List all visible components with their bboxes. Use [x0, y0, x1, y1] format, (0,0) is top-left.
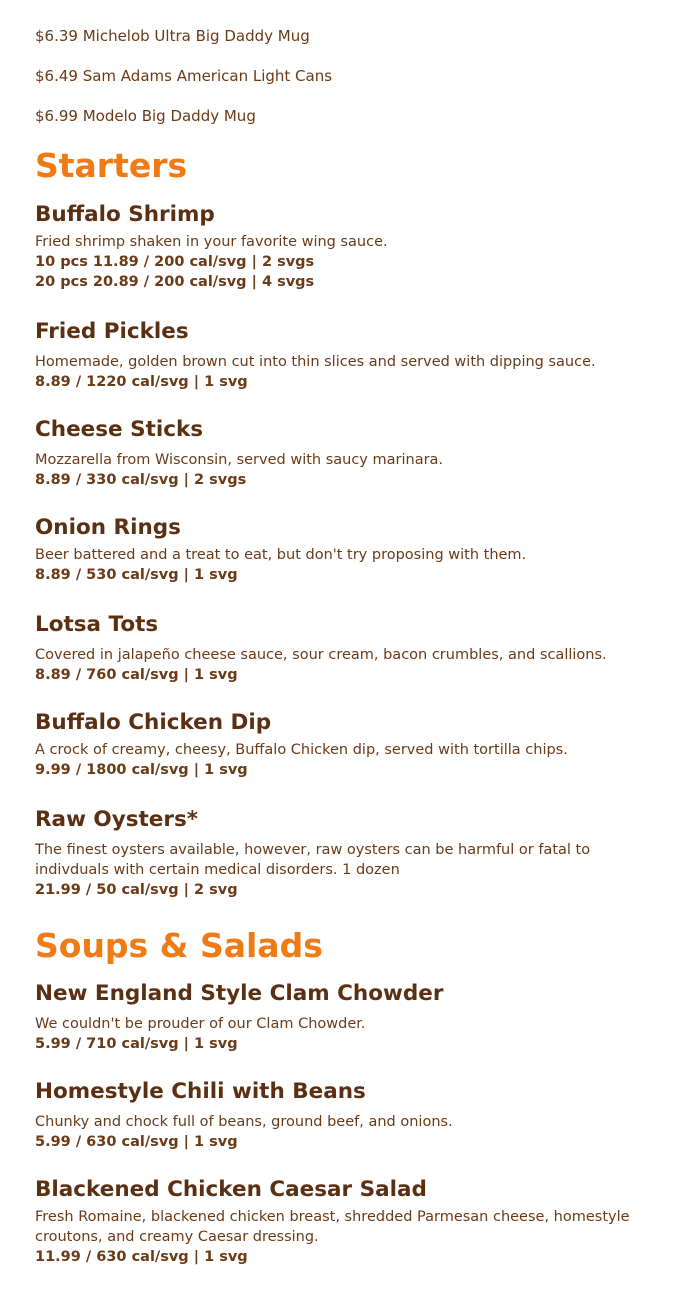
menu-item [35, 514, 665, 585]
item-description: Fried shrimp shaken in your favorite wing sauce. [35, 234, 388, 250]
item-description: Chunky and chock full of beans, ground beef, and onions. [35, 1114, 453, 1130]
menu-item [35, 980, 665, 1054]
drink-item: $6.39 Michelob Ultra Big Daddy Mug [35, 27, 310, 45]
item-name: Buffalo Shrimp [35, 202, 215, 227]
item-info: 21.99 / 50 cal/svg | 2 svg [35, 882, 238, 898]
item-description: Covered in jalapeño cheese sauce, sour cream, bacon crumbles, and scallions. [35, 647, 607, 663]
menu-item [35, 1078, 665, 1152]
item-info: 9.99 / 1800 cal/svg | 1 svg [35, 762, 248, 778]
item-info: 20 pcs 20.89 / 200 cal/svg | 4 svgs [35, 274, 315, 290]
item-name: New England Style Clam Chowder [35, 981, 444, 1006]
item-info: 5.99 / 710 cal/svg | 1 svg [35, 1036, 238, 1052]
item-name: Lotsa Tots [35, 612, 159, 637]
menu-item [35, 806, 635, 900]
item-name: Fried Pickles [35, 319, 189, 344]
item-name: Onion Rings [35, 515, 181, 540]
item-info: 11.99 / 630 cal/svg | 1 svg [35, 1249, 248, 1265]
item-info: 8.89 / 760 cal/svg | 1 svg [35, 667, 238, 683]
item-name: Homestyle Chili with Beans [35, 1079, 366, 1104]
item-description: Homemade, golden brown cut into thin slices and served with dipping sauce. [35, 354, 596, 370]
item-description: Mozzarella from Wisconsin, served with saucy marinara. [35, 452, 444, 468]
section-title-soups-salads: Soups & Salads [35, 926, 323, 965]
section-title-starters: Starters [35, 146, 188, 185]
item-name: Raw Oysters* [35, 807, 199, 832]
drink-item: $6.99 Modelo Big Daddy Mug [35, 107, 256, 125]
item-info: 10 pcs 11.89 / 200 cal/svg | 2 svgs [35, 254, 315, 270]
item-description: We couldn't be prouder of our Clam Chowder. [35, 1016, 366, 1032]
item-info: 8.89 / 1220 cal/svg | 1 svg [35, 374, 248, 390]
menu-item [35, 1176, 665, 1267]
menu-item [35, 709, 665, 780]
item-description: The finest oysters available, however, raw oysters can be harmful or fatal to indivduals with certain medical disorders. 1 dozen [35, 842, 591, 878]
item-name: Buffalo Chicken Dip [35, 710, 272, 735]
drink-item [35, 0, 273, 2]
item-info: 5.99 / 630 cal/svg | 1 svg [35, 1134, 238, 1150]
item-name: Cheese Sticks [35, 417, 204, 442]
item-name: Blackened Chicken Caesar Salad [35, 1177, 427, 1202]
menu-item [35, 318, 665, 392]
item-description: A crock of creamy, cheesy, Buffalo Chicken dip, served with tortilla chips. [35, 742, 568, 758]
item-info: 8.89 / 330 cal/svg | 2 svgs [35, 472, 247, 488]
menu-item [35, 201, 665, 292]
drink-item: $6.49 Sam Adams American Light Cans [35, 67, 333, 85]
menu-item [35, 611, 665, 685]
item-info: 8.89 / 530 cal/svg | 1 svg [35, 567, 238, 583]
item-description: Fresh Romaine, blackened chicken breast, shredded Parmesan cheese, homestyle croutons, and creamy Caesar dressing. [35, 1209, 630, 1245]
menu-item [35, 416, 665, 490]
item-description: Beer battered and a treat to eat, but don't try proposing with them. [35, 547, 527, 563]
